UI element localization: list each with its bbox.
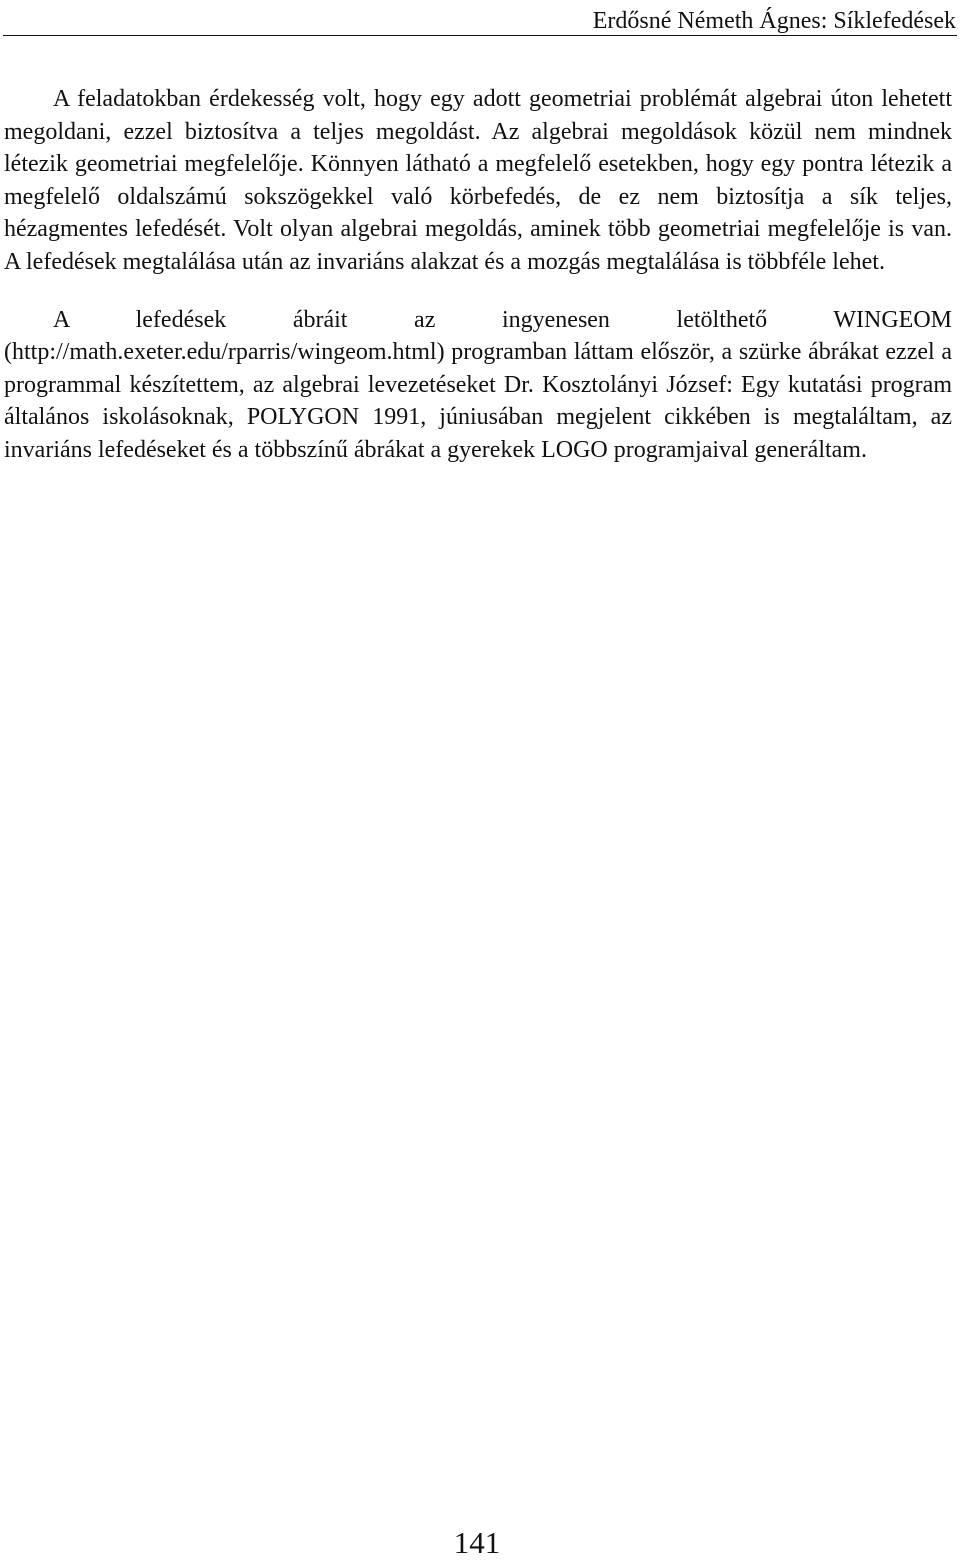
- paragraph-1: A feladatokban érdekesség volt, hogy egy adott geometriai problémát algebrai úton lehetett megoldani, ezzel biztosítva a teljes megoldást. Az algebrai megoldások közül nem mindnek létezik geometriai megfelelője. Könnyen látható a megfelelő esetekben, hogy egy pontra létezik a megfelelő oldalszámú sokszögekkel való körbefedés, de ez nem biztosítja a sík teljes, hézagmentes lefedését. Volt olyan algebrai megoldás, aminek több geometriai megfelelője is van. A lefedések megtalálása után az invariáns alakzat és a mozgás megtalálása is többféle lehet.: [4, 86, 952, 275]
- header-rule: [3, 35, 957, 36]
- body-text: [4, 83, 952, 467]
- paragraph-2: A lefedések ábráit az ingyenesen letölthető WINGEOM (http://math.exeter.edu/rparris/wingeom.html) programban láttam először, a szürke ábrákat ezzel a programmal készítettem, az algebrai levezetéseket Dr. Kosztolányi József: Egy kutatási program általános iskolásoknak, POLYGON 1991, júniusában megjelent cikkében is megtaláltam, az invariáns lefedéseket és a többszínű ábrákat a gyerekek LOGO programjaival generáltam.: [4, 306, 952, 463]
- running-header-title: Erdősné Németh Ágnes: Síklefedések: [592, 8, 956, 34]
- page-number: 141: [453, 1525, 501, 1560]
